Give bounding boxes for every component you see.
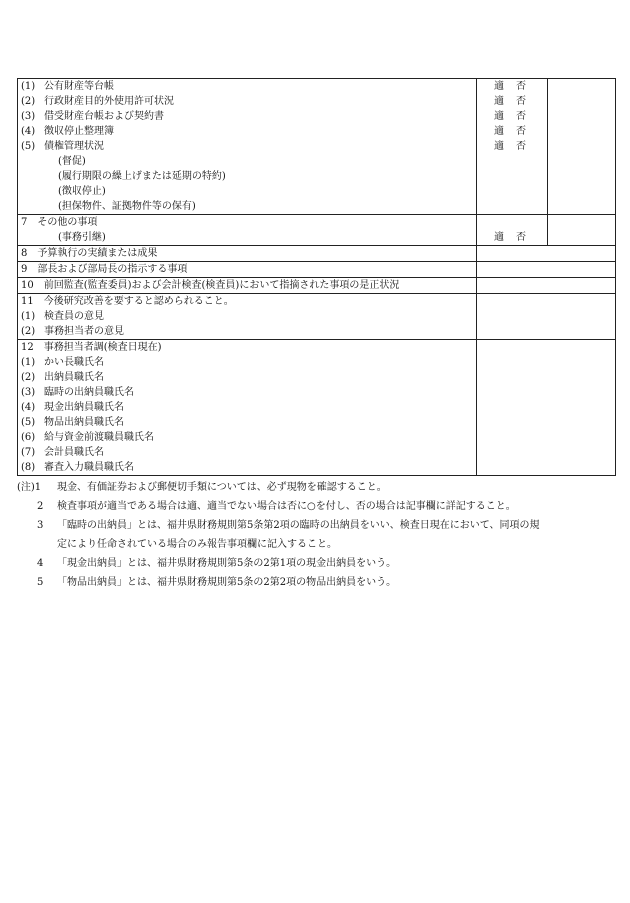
block-staff-survey xyxy=(18,340,616,476)
judgement-cell xyxy=(477,79,548,215)
judgement-mark[interactable]: 適 否 xyxy=(494,111,530,122)
sub-item: (履行期限の繰上げまたは延期の特約) xyxy=(58,171,226,182)
item-row: (4) 徴収停止整理簿 xyxy=(21,126,114,137)
judgement-mark[interactable]: 適 否 xyxy=(494,141,530,152)
note-3-continuation: 定により任命されている場合のみ報告事項欄に記入すること。 xyxy=(57,539,337,550)
section-heading: 10 前回監査(監査委員)および会計検査(検査員)において指摘された事項の是正状況 xyxy=(21,280,400,291)
block-improvements xyxy=(18,294,616,340)
remarks-cell xyxy=(477,294,616,340)
items-cell xyxy=(18,294,477,340)
items-cell xyxy=(18,79,477,215)
judgement-mark[interactable]: 適 否 xyxy=(494,126,530,137)
item-row: (2) 事務担当者の意見 xyxy=(21,326,124,337)
remarks-cell xyxy=(477,262,616,278)
remarks-cell xyxy=(477,278,616,294)
inspection-form xyxy=(17,78,614,592)
items-cell xyxy=(18,215,477,246)
item-row: (5) 物品出納員職氏名 xyxy=(21,417,124,428)
items-cell xyxy=(18,278,477,294)
judgement-mark[interactable]: 適 否 xyxy=(494,96,530,107)
row-previous-audit xyxy=(18,278,616,294)
remarks-cell xyxy=(548,79,616,215)
notes-section xyxy=(17,478,614,592)
note-3: 3 「臨時の出納員」とは、福井県財務規則第5条第2項の臨時の出納員をいい、検査日現在において、同項の規 xyxy=(37,520,540,531)
item-row: (5) 債権管理状況 xyxy=(21,141,104,152)
sub-item: (督促) xyxy=(58,156,86,167)
item-row: (2) 行政財産目的外使用許可状況 xyxy=(21,96,174,107)
note-2: 2 検査事項が適当である場合は適、適当でない場合は否に○を付し、否の場合は記事欄に詳記すること。 xyxy=(37,501,516,512)
block-other-matters xyxy=(18,215,616,246)
section-heading: 9 部長および部局長の指示する事項 xyxy=(21,264,188,275)
item-row: (4) 現金出納員職氏名 xyxy=(21,402,124,413)
section-heading: 7 その他の事項 xyxy=(21,217,98,228)
row-director-instructions xyxy=(18,262,616,278)
judgement-mark[interactable]: 適 否 xyxy=(494,81,530,92)
items-cell xyxy=(18,262,477,278)
item-row: (1) 検査員の意見 xyxy=(21,311,104,322)
judgement-mark[interactable]: 適 否 xyxy=(494,232,530,243)
items-cell xyxy=(18,246,477,262)
section-heading: 8 予算執行の実績または成果 xyxy=(21,248,158,259)
remarks-cell xyxy=(548,215,616,246)
row-budget-results xyxy=(18,246,616,262)
remarks-cell xyxy=(477,340,616,476)
judgement-cell xyxy=(477,215,548,246)
block-property-records xyxy=(18,79,616,215)
section-heading: 11 今後研究改善を要すると認められること。 xyxy=(21,296,234,307)
item-row: (1) かい長職氏名 xyxy=(21,357,104,368)
inspection-table xyxy=(17,78,616,476)
item-row: (3) 臨時の出納員職氏名 xyxy=(21,387,134,398)
note-5: 5 「物品出納員」とは、福井県財務規則第5条の2第2項の物品出納員をいう。 xyxy=(37,577,397,588)
sub-item: (担保物件、証拠物件等の保有) xyxy=(58,201,196,212)
item-row: (3) 借受財産台帳および契約書 xyxy=(21,111,164,122)
items-cell xyxy=(18,340,477,476)
item-row: (8) 審査入力職員職氏名 xyxy=(21,462,134,473)
sub-item: (事務引継) xyxy=(58,232,106,243)
note-4: 4 「現金出納員」とは、福井県財務規則第5条の2第1項の現金出納員をいう。 xyxy=(37,558,397,569)
item-row: (2) 出納員職氏名 xyxy=(21,372,104,383)
item-row: (7) 会計員職氏名 xyxy=(21,447,104,458)
sub-item: (徴収停止) xyxy=(58,186,106,197)
section-heading: 12 事務担当者調(検査日現在) xyxy=(21,342,162,353)
remarks-cell xyxy=(477,246,616,262)
item-row: (1) 公有財産等台帳 xyxy=(21,81,114,92)
note-1: (注)1 現金、有価証券および郵便切手類については、必ず現物を確認すること。 xyxy=(17,482,387,493)
item-row: (6) 給与資金前渡職員職氏名 xyxy=(21,432,154,443)
